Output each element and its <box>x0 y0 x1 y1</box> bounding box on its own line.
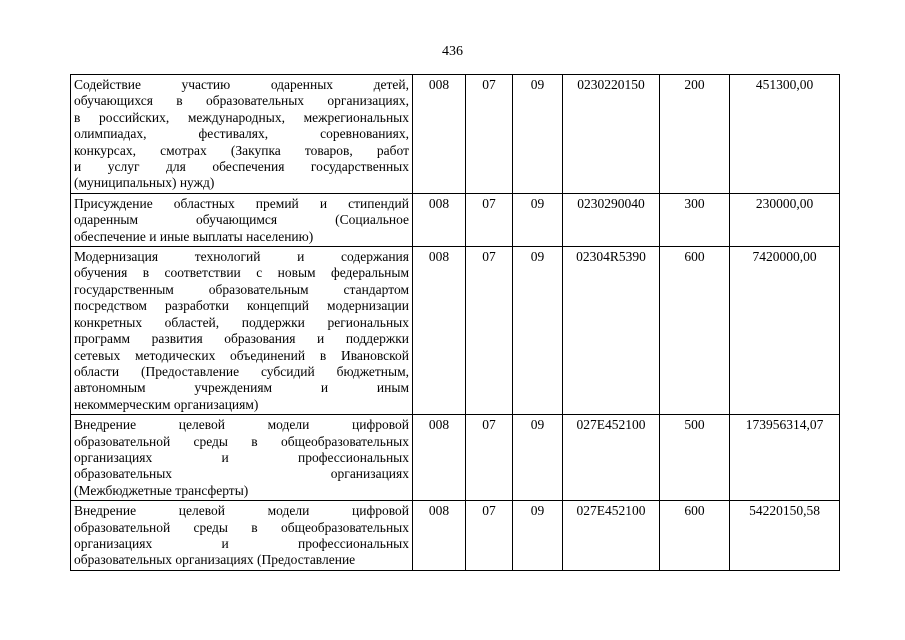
description-line: программ развития образования и поддержки <box>74 331 409 347</box>
table-row <box>71 247 840 415</box>
description-cell <box>71 501 413 571</box>
description-cell <box>71 415 413 501</box>
expense-type-cell: 300 <box>660 193 730 246</box>
description-cell <box>71 75 413 194</box>
target-article-cell: 0230220150 <box>563 75 660 194</box>
table-row <box>71 501 840 571</box>
description-line: конкретных областей, поддержки региональных <box>74 314 409 330</box>
description-line: образовательных организациях (Предоставление <box>74 552 356 568</box>
target-article-cell: 02304R5390 <box>563 247 660 415</box>
ministry-code-cell: 008 <box>413 247 466 415</box>
subsection-code-cell: 09 <box>513 75 563 194</box>
description-line: и услуг для обеспечения государственных <box>74 159 409 175</box>
description-line: Внедрение целевой модели цифровой <box>74 417 409 433</box>
description-line: обучающихся в образовательных организациях, <box>74 93 409 109</box>
description-line: организациях и профессиональных <box>74 449 409 465</box>
amount-cell: 230000,00 <box>730 193 840 246</box>
subsection-code-cell: 09 <box>513 501 563 571</box>
description-line: Содействие участию одаренных детей, <box>74 77 409 92</box>
amount-cell: 7420000,00 <box>730 247 840 415</box>
ministry-code-cell: 008 <box>413 75 466 194</box>
description-line: Присуждение областных премий и стипендий <box>74 195 409 211</box>
ministry-code-cell: 008 <box>413 501 466 571</box>
description-cell <box>71 247 413 415</box>
section-code-cell: 07 <box>466 193 513 246</box>
table-row <box>71 415 840 501</box>
expense-type-cell: 600 <box>660 247 730 415</box>
table-row <box>71 193 840 246</box>
description-line: олимпиадах, фестивалях, соревнованиях, <box>74 126 409 142</box>
subsection-code-cell: 09 <box>513 247 563 415</box>
amount-cell: 451300,00 <box>730 75 840 194</box>
ministry-code-cell: 008 <box>413 415 466 501</box>
description-line: некоммерческим организациям) <box>74 396 259 412</box>
description-line: обучения в соответствии с новым федеральным <box>74 265 409 281</box>
target-article-cell: 027E452100 <box>563 501 660 571</box>
ministry-code-cell: 008 <box>413 193 466 246</box>
amount-cell: 54220150,58 <box>730 501 840 571</box>
target-article-cell: 0230290040 <box>563 193 660 246</box>
table-row <box>71 75 840 194</box>
expense-type-cell: 200 <box>660 75 730 194</box>
description-line: посредством разработки концепций модернизации <box>74 298 409 314</box>
description-line: Модернизация технологий и содержания <box>74 249 409 265</box>
description-line: одаренным обучающимся (Социальное <box>74 212 409 228</box>
description-line: Внедрение целевой модели цифровой <box>74 503 409 519</box>
section-code-cell: 07 <box>466 415 513 501</box>
description-line: конкурсах, смотрах (Закупка товаров, работ <box>74 142 409 158</box>
description-line: государственным образовательным стандартом <box>74 281 409 297</box>
description-line: (Межбюджетные трансферты) <box>74 482 249 498</box>
section-code-cell: 07 <box>466 501 513 571</box>
subsection-code-cell: 09 <box>513 415 563 501</box>
expense-type-cell: 500 <box>660 415 730 501</box>
page-number: 436 <box>442 44 463 59</box>
description-line: организациях и профессиональных <box>74 535 409 551</box>
budget-table-body <box>71 75 840 571</box>
amount-cell: 173956314,07 <box>730 415 840 501</box>
description-line: (муниципальных) нужд) <box>74 175 215 191</box>
section-code-cell: 07 <box>466 75 513 194</box>
target-article-cell: 027E452100 <box>563 415 660 501</box>
description-line: образовательной среды в общеобразовательных <box>74 519 409 535</box>
section-code-cell: 07 <box>466 247 513 415</box>
description-line: обеспечение и иные выплаты населению) <box>74 228 314 244</box>
expense-type-cell: 600 <box>660 501 730 571</box>
description-line: в российских, международных, межрегиональных <box>74 109 409 125</box>
description-line: образовательных организациях <box>74 466 409 482</box>
description-line: автономным учреждениям и иным <box>74 380 409 396</box>
description-line: образовательной среды в общеобразовательных <box>74 433 409 449</box>
subsection-code-cell: 09 <box>513 193 563 246</box>
description-line: области (Предоставление субсидий бюджетным, <box>74 363 409 379</box>
description-line: сетевых методических объединений в Ивановской <box>74 347 409 363</box>
description-cell <box>71 193 413 246</box>
budget-table <box>70 74 840 571</box>
